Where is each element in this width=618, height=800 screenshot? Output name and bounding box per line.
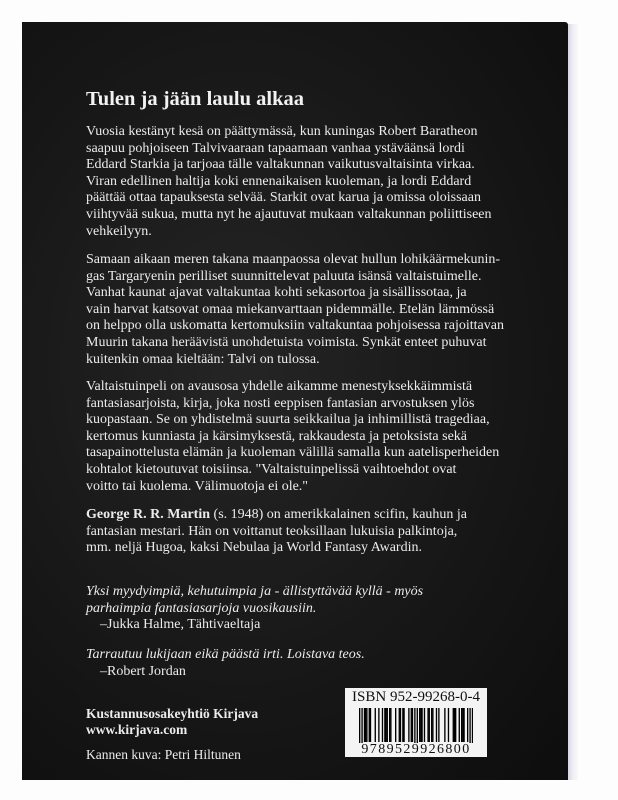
barcode-bar bbox=[431, 708, 432, 742]
review-source-2: –Robert Jordan bbox=[100, 664, 186, 679]
barcode-bar bbox=[454, 708, 455, 742]
barcode-bar bbox=[364, 708, 365, 742]
barcode-bar bbox=[408, 708, 409, 742]
author-bio-text: (s. 1948) on amerikkalainen scifin, kauhun ja fantasian mestari. Hän on voittanut teoksillaan lukuisia palkintoja, mm. neljä Hugoa, kaksi Nebulaa ja World Fantasy Awardin. bbox=[86, 507, 468, 556]
barcode-bar bbox=[369, 708, 370, 742]
barcode-bar bbox=[399, 708, 400, 742]
isbn-label: ISBN 952-99268-0-4 bbox=[352, 689, 480, 705]
barcode-bar bbox=[400, 708, 401, 742]
review-source-1: –Jukka Halme, Tähtivaeltaja bbox=[100, 617, 261, 632]
cover-heading: Tulen ja jään laulu alkaa bbox=[86, 88, 304, 110]
barcode-bar bbox=[436, 708, 437, 742]
barcode-bar bbox=[395, 708, 396, 742]
review-quote-2: Tarrautuu lukijaan eikä päästä irti. Loistava teos. bbox=[86, 647, 365, 662]
barcode-bar bbox=[370, 708, 371, 742]
barcode-bar bbox=[448, 708, 449, 742]
synopsis-paragraph-1: Vuosia kestänyt kesä on päättymässä, kun kuningas Robert Baratheon saapuu pohjoiseen Talvivaaraan tapaamaan vanhaa ystäväänsä lordi Eddard Starkia ja tarjoaa tälle valtakunnan vaikutusvaltaisinta virkaa. Viran edellinen haltija koki ennenaikaisen kuoleman, ja lordi Eddard päättää ottaa tapauksesta selvää. Starkit ovat karua ja omissa oloissaan viihtyvää sukua, mutta nyt he ajautuvat mukaan valtakunnan poliittiseen vehkeilyyn. bbox=[86, 124, 492, 239]
barcode-bar bbox=[403, 708, 404, 742]
barcode-bar bbox=[384, 708, 385, 742]
barcode-bar bbox=[390, 708, 391, 742]
cover-credit: Kannen kuva: Petri Hiltunen bbox=[86, 747, 241, 762]
author-bio bbox=[86, 507, 467, 557]
barcode-bar bbox=[455, 708, 456, 742]
review-quote-1: Yksi myydyimpiä, kehutuimpia ja - ällistyttävää kyllä - myös parhaimpia fantasiasarjoja vuosikausiin. bbox=[86, 584, 424, 616]
barcode-bar bbox=[389, 708, 390, 742]
barcode-bar bbox=[432, 708, 433, 742]
barcode-bar bbox=[419, 708, 420, 742]
author-name: George R. R. Martin bbox=[86, 507, 211, 522]
barcode-bar bbox=[463, 708, 464, 742]
barcode-bar bbox=[461, 708, 462, 742]
barcode-bar bbox=[378, 708, 379, 742]
barcode-bar bbox=[459, 708, 460, 742]
barcode-bar bbox=[438, 708, 439, 742]
barcode-bar bbox=[444, 708, 445, 742]
barcode-bar bbox=[467, 708, 468, 742]
ean-number: 9789529926800 bbox=[347, 743, 485, 757]
barcode-bar bbox=[420, 708, 421, 742]
barcode-bar bbox=[366, 708, 367, 742]
barcode-bar bbox=[375, 708, 376, 742]
barcode-bar bbox=[427, 708, 428, 742]
barcode-bar bbox=[429, 708, 430, 742]
barcode-bar bbox=[424, 708, 425, 742]
barcode-bar bbox=[453, 708, 454, 742]
synopsis-paragraph-2: Samaan aikaan meren takana maanpaossa olevat hullun lohikäärmekunin- gas Targaryenin perilliset suunnittelevat paluuta isänsä valtaistuimelle. Vanhat kaunat ajavat valtakuntaa kohti sekasortoa ja sisällissotaa, ja vain harvat katsovat omaa miekanvarttaan pidemmälle. Etelän lämmössä on helppo olla uskomatta kertomuksiin valtakuntaa pohjoisessa rajoittavan Muurin takana heräävistä unohdetuista voimista. Synkät enteet puhuvat kuitenkin omaa kieltään: Talvi on tulossa. bbox=[86, 252, 504, 367]
barcode-bar bbox=[462, 708, 463, 742]
barcode-bar bbox=[382, 708, 383, 742]
publisher-name: Kustannusosakeyhtiö Kirjava bbox=[86, 706, 259, 721]
barcode-bar bbox=[385, 708, 386, 742]
publisher-url[interactable]: www.kirjava.com bbox=[86, 722, 188, 737]
barcode-bar bbox=[421, 708, 422, 742]
barcode-bar bbox=[402, 708, 403, 742]
synopsis-paragraph-3: Valtaistuinpeli on avausosa yhdelle aikamme menestyksekkäimmistä fantasiasarjoista, kirja, joka nosti eeppisen fantasian arvostuksen ylös kuopastaan. Se on yhdistelmä suurta seikkailua ja inhimillistä tragediaa, kertomus kunniasta ja kärsimyksestä, rakkaudesta ja petoksista sekä tasapainottelusta elämän ja kuoleman välillä samalla kun aatelisperheiden kohtalot kietoutuvat toisiinsa. "Valtaistuinpelissä vaihtoehdot ovat voitto tai kuolema. Välimuotoja ei ole." bbox=[86, 379, 500, 494]
barcode-bar bbox=[412, 708, 413, 742]
barcode-bar bbox=[387, 708, 388, 742]
barcode-bar bbox=[411, 708, 412, 742]
isbn-barcode-box bbox=[345, 688, 487, 757]
barcode-bar bbox=[365, 708, 366, 742]
